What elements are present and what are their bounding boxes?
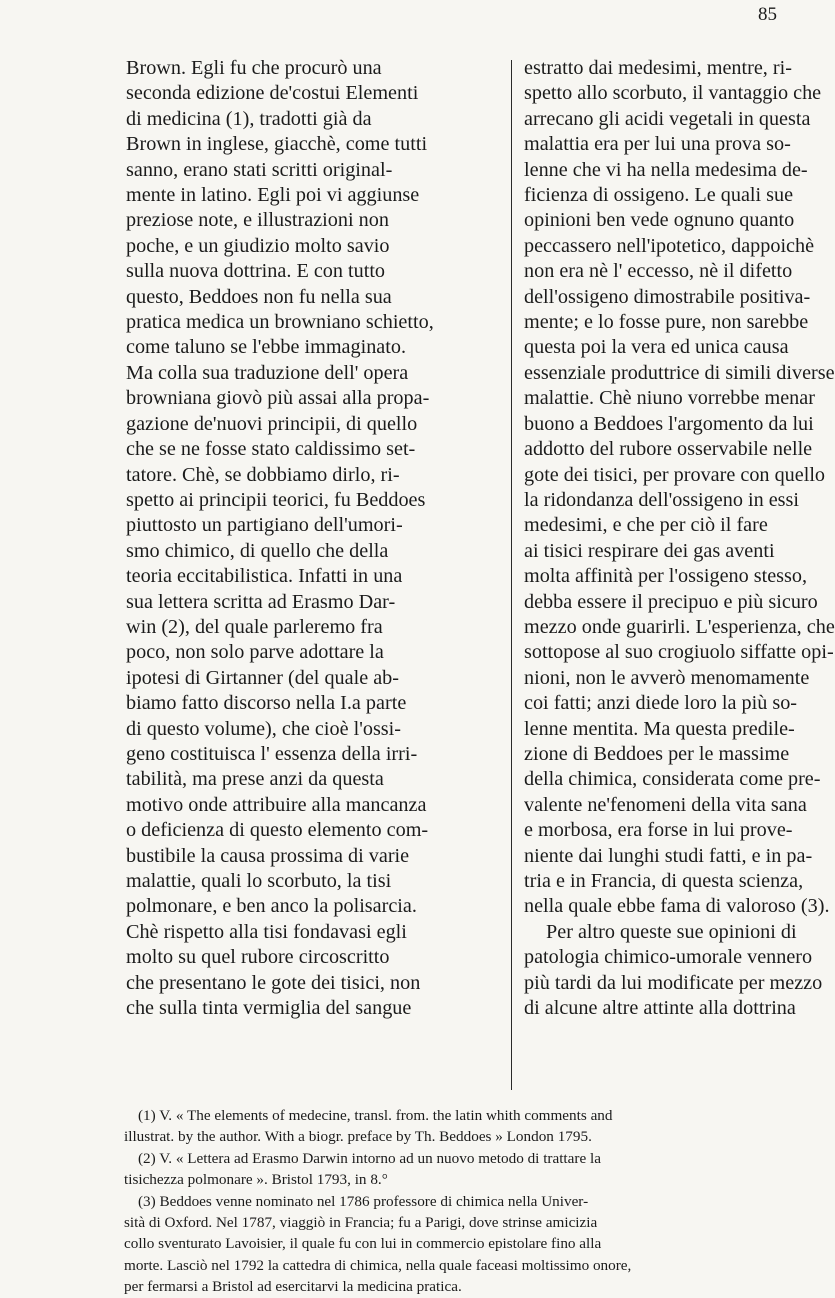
text-line: ipotesi di Girtanner (del quale ab- <box>126 666 399 689</box>
text-line: zione di Beddoes per le massime <box>524 742 790 765</box>
text-line: lenne mentita. Ma questa predile- <box>524 717 795 740</box>
text-line: teoria eccitabilistica. Infatti in una <box>126 565 403 588</box>
text-line: questa poi la vera ed unica causa <box>524 336 789 359</box>
text-line: valente ne'fenomeni della vita sana <box>524 793 807 816</box>
text-line: molto su quel rubore circoscritto <box>126 946 390 969</box>
text-line: lenne che vi ha nella medesima de- <box>524 158 808 181</box>
text-line: poco, non solo parve adottare la <box>126 641 384 664</box>
text-line: Ma colla sua traduzione dell' opera <box>126 361 409 384</box>
text-line: di alcune altre attinte alla dottrina <box>524 997 796 1020</box>
text-line: poche, e un giudizio molto savio <box>126 234 390 257</box>
text-line: buono a Beddoes l'argomento da lui <box>524 412 814 435</box>
text-line: malattie. Chè niuno vorrebbe menar <box>524 387 815 410</box>
footnote-line: morte. Lasciò nel 1792 la cattedra di chimica, nella quale faceasi moltissimo onore, <box>124 1256 632 1274</box>
text-line: seconda edizione de'costui Elementi <box>126 82 419 105</box>
text-line: spetto allo scorbuto, il vantaggio che <box>524 82 822 105</box>
footnote-line: tisichezza polmonare ». Bristol 1793, in 8.° <box>124 1171 388 1189</box>
text-line: tabilità, ma prese anzi da questa <box>126 768 384 791</box>
text-line: Chè rispetto alla tisi fondavasi egli <box>126 920 407 943</box>
text-line: opinioni ben vede ognuno quanto <box>524 209 795 232</box>
text-line: bustibile la causa prossima di varie <box>126 844 410 867</box>
text-line: questo, Beddoes non fu nella sua <box>126 285 392 308</box>
text-line: nioni, non le avverò menomamente <box>524 666 810 689</box>
text-line: molta affinità per l'ossigeno stesso, <box>524 565 808 588</box>
text-line: estratto dai medesimi, mentre, ri- <box>524 57 792 79</box>
text-line: malattie, quali lo scorbuto, la tisi <box>126 870 392 892</box>
text-line: la ridondanza dell'ossigeno in essi <box>524 488 799 511</box>
text-line: non era nè l' eccesso, nè il difetto <box>524 260 793 283</box>
text-line: di medicina (1), tradotti già da <box>126 107 372 130</box>
text-line: malattia era per lui una prova so- <box>524 133 791 156</box>
page-number: 85 <box>758 4 777 25</box>
text-line: preziose note, e illustrazioni non <box>126 209 389 232</box>
footnote-line: (2) V. « Lettera ad Erasmo Darwin intorno ad un nuovo metodo di trattare la <box>138 1149 601 1167</box>
text-line: ai tisici respirare dei gas aventi <box>524 539 775 562</box>
text-line: che presentano le gote dei tisici, non <box>126 971 421 994</box>
text-line: sua lettera scritta ad Erasmo Dar- <box>126 590 396 613</box>
footnote-line: per fermarsi a Bristol ad esercitarvi la medicina pratica. <box>124 1278 462 1296</box>
text-line: gote dei tisici, per provare con quello <box>524 463 826 486</box>
left-column <box>126 56 498 1021</box>
text-line: Per altro queste sue opinioni di <box>546 920 797 943</box>
text-line: patologia chimico-umorale vennero <box>524 946 813 969</box>
text-line: come taluno se l'ebbe immaginato. <box>126 336 407 359</box>
text-line: geno costituisca l' essenza della irri- <box>126 742 418 765</box>
footnotes <box>124 1105 789 1298</box>
text-line: spetto ai principii teorici, fu Beddoes <box>126 488 426 511</box>
text-line: sanno, erano stati scritti original- <box>126 158 393 181</box>
text-line: piuttosto un partigiano dell'umori- <box>126 514 403 537</box>
text-line: ficienza di ossigeno. Le quali sue <box>524 184 794 207</box>
column-divider <box>511 60 512 1090</box>
text-line: debba essere il precipuo e più sicuro <box>524 590 818 613</box>
text-line: polmonare, e ben anco la polisarcia. <box>126 895 417 918</box>
text-line: motivo onde attribuire alla mancanza <box>126 793 427 816</box>
right-column <box>524 56 835 1021</box>
text-line: essenziale produttrice di simili diverse <box>524 361 835 384</box>
text-line: mente in latino. Egli poi vi aggiunse <box>126 184 420 207</box>
text-line: Brown in inglese, giacchè, come tutti <box>126 133 428 156</box>
text-line: win (2), del quale parleremo fra <box>126 615 383 638</box>
text-line: addotto del rubore osservabile nelle <box>524 438 813 461</box>
text-line: smo chimico, di quello che della <box>126 539 389 562</box>
text-line: mente; e lo fosse pure, non sarebbe <box>524 311 809 334</box>
text-line: che se ne fosse stato caldissimo set- <box>126 438 416 461</box>
text-line: dell'ossigeno dimostrabile positiva- <box>524 285 811 308</box>
text-line: sulla nuova dottrina. E con tutto <box>126 260 386 283</box>
text-line: biamo fatto discorso nella I.a parte <box>126 692 407 715</box>
text-line: gazione de'nuovi principii, di quello <box>126 412 418 435</box>
footnote-line: (3) Beddoes venne nominato nel 1786 professore di chimica nella Univer- <box>138 1192 589 1210</box>
footnote-line: illustrat. by the author. With a biogr. preface by Th. Beddoes » London 1795. <box>124 1128 592 1146</box>
text-line: niente dai lunghi studi fatti, e in pa- <box>524 844 813 867</box>
text-line: nella quale ebbe fama di valoroso (3). <box>524 895 830 918</box>
text-line: tatore. Chè, se dobbiamo dirlo, ri- <box>126 463 400 486</box>
text-line: mezzo onde guarirli. L'esperienza, che <box>524 615 835 638</box>
text-line: medesimi, e che per ciò il fare <box>524 514 768 537</box>
text-line: di questo volume), che cioè l'ossi- <box>126 717 401 740</box>
text-line: della chimica, considerata come pre- <box>524 768 821 791</box>
text-line: più tardi da lui modificate per mezzo <box>524 971 823 994</box>
footnote-line: (1) V. « The elements of medecine, transl. from. the latin whith comments and <box>138 1107 613 1124</box>
text-line: tria e in Francia, di questa scienza, <box>524 870 804 892</box>
text-line: sottopose al suo crogiuolo siffatte opi- <box>524 641 834 664</box>
text-line: pratica medica un browniano schietto, <box>126 311 434 334</box>
text-line: peccassero nell'ipotetico, dappoichè <box>524 234 815 257</box>
text-line: coi fatti; anzi diede loro la più so- <box>524 692 798 715</box>
text-line: e morbosa, era forse in lui prove- <box>524 819 793 842</box>
footnote-line: collo sventurato Lavoisier, il quale fu con lui in commercio epistolare fino alla <box>124 1235 602 1253</box>
text-line: o deficienza di questo elemento com- <box>126 819 429 842</box>
text-line: che sulla tinta vermiglia del sangue <box>126 997 412 1020</box>
footnote-line: sità di Oxford. Nel 1787, viaggiò in Francia; fu a Parigi, dove strinse amicizia <box>124 1214 598 1232</box>
text-line: browniana giovò più assai alla propa- <box>126 387 430 410</box>
text-line: arrecano gli acidi vegetali in questa <box>524 107 811 130</box>
text-line: Brown. Egli fu che procurò una <box>126 57 382 79</box>
